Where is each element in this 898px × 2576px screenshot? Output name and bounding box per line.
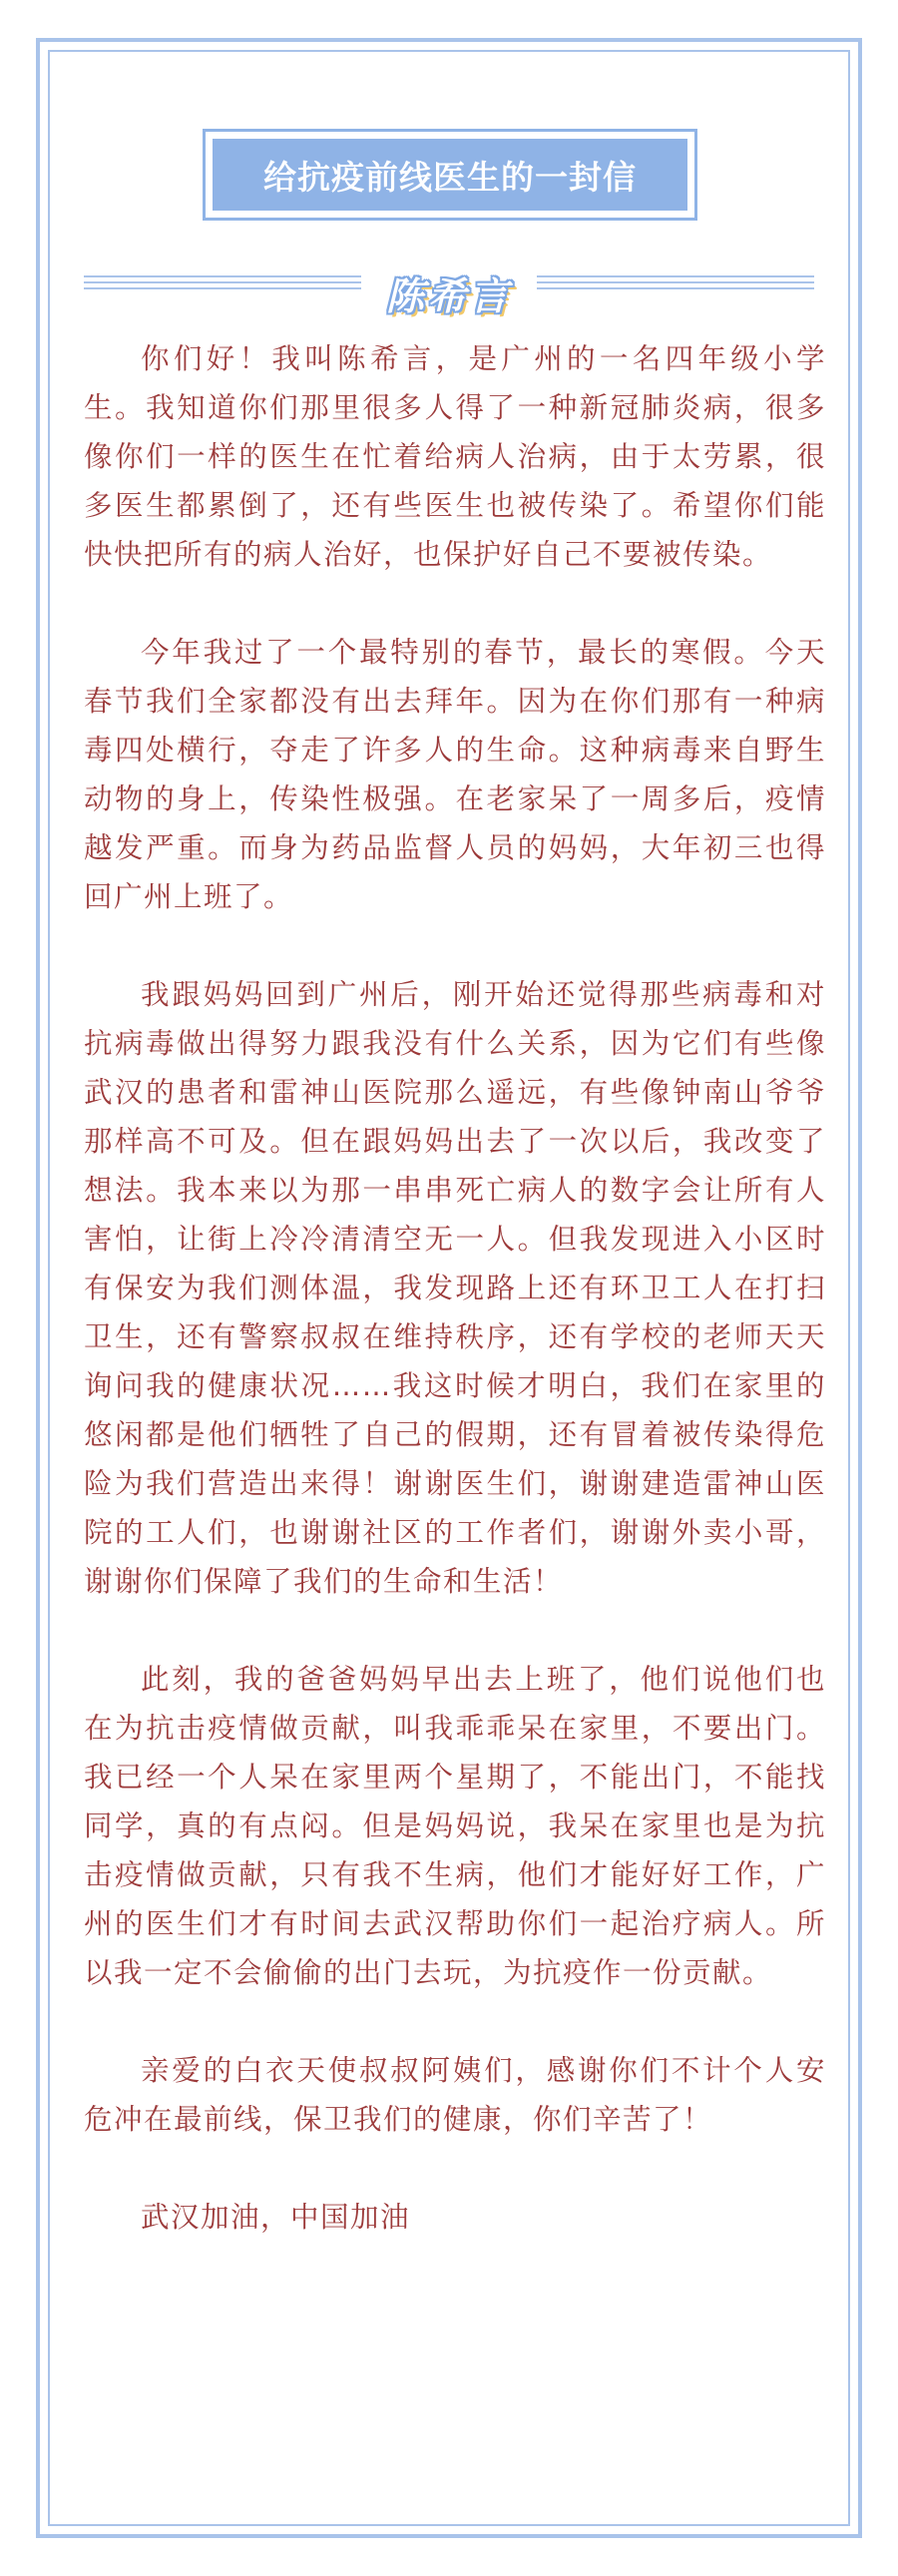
paragraph-closing: 武汉加油，中国加油	[141, 2201, 411, 2234]
decorative-rule-right	[537, 275, 814, 293]
paragraph-thanks: 亲爱的白衣天使叔叔阿姨们，感谢你们不计个人安危冲在最前线，保卫我们的健康，你们辛苦了！	[84, 2054, 826, 2136]
author-row	[84, 265, 814, 318]
paragraph-spring-festival: 今年我过了一个最特别的春节，最长的寒假。今天春节我们全家都没有出去拜年。因为在你们那有一种病毒四处横行，夺走了许多人的生命。这种病毒来自野生动物的身上，传染性极强。在老家呆了一周多后，疫情越发严重。而身为药品监督人员的妈妈，大年初三也得回广州上班了。	[84, 636, 826, 913]
decorative-rule-left	[84, 275, 361, 293]
paragraph-staying-home: 此刻，我的爸爸妈妈早出去上班了，他们说他们也在为抗击疫情做贡献，叫我乖乖呆在家里，不要出门。我已经一个人呆在家里两个星期了，不能出门，不能找同学，真的有点闷。但是妈妈说，我呆在家里也是为抗击疫情做贡献，只有我不生病，他们才能好好工作，广州的医生们才有时间去武汉帮助你们一起治疗病人。所以我一定不会偷偷的出门去玩，为抗疫作一份贡献。	[84, 1663, 826, 1989]
title-banner	[203, 129, 697, 221]
author-name: 陈希言	[385, 274, 513, 318]
letter-body	[84, 334, 826, 2242]
paragraph-back-to-guangzhou: 我跟妈妈回到广州后，刚开始还觉得那些病毒和对抗病毒做出得努力跟我没有什么关系，因为它们有些像武汉的患者和雷神山医院那么遥远，有些像钟南山爷爷那样高不可及。但在跟妈妈出去了一次以后，我改变了想法。我本来以为那一串串死亡病人的数字会让所有人害怕，让街上冷冷清清空无一人。但我发现进入小区时有保安为我们测体温，我发现路上还有环卫工人在打扫卫生，还有警察叔叔在维持秩序，还有学校的老师天天询问我的健康状况……我这时候才明白，我们在家里的悠闲都是他们牺牲了自己的假期，还有冒着被传染得危险为我们营造出来得！谢谢医生们，谢谢建造雷神山医院的工人们，也谢谢社区的工作者们，谢谢外卖小哥，谢谢你们保障了我们的生命和生活！	[84, 978, 826, 1598]
letter-title: 给抗疫前线医生的一封信	[213, 139, 687, 211]
paragraph-greeting: 你们好！我叫陈希言，是广州的一名四年级小学生。我知道你们那里很多人得了一种新冠肺炎病，很多像你们一样的医生在忙着给病人治病，由于太劳累，很多医生都累倒了，还有些医生也被传染了。希望你们能快快把所有的病人治好，也保护好自己不要被传染。	[84, 342, 826, 571]
